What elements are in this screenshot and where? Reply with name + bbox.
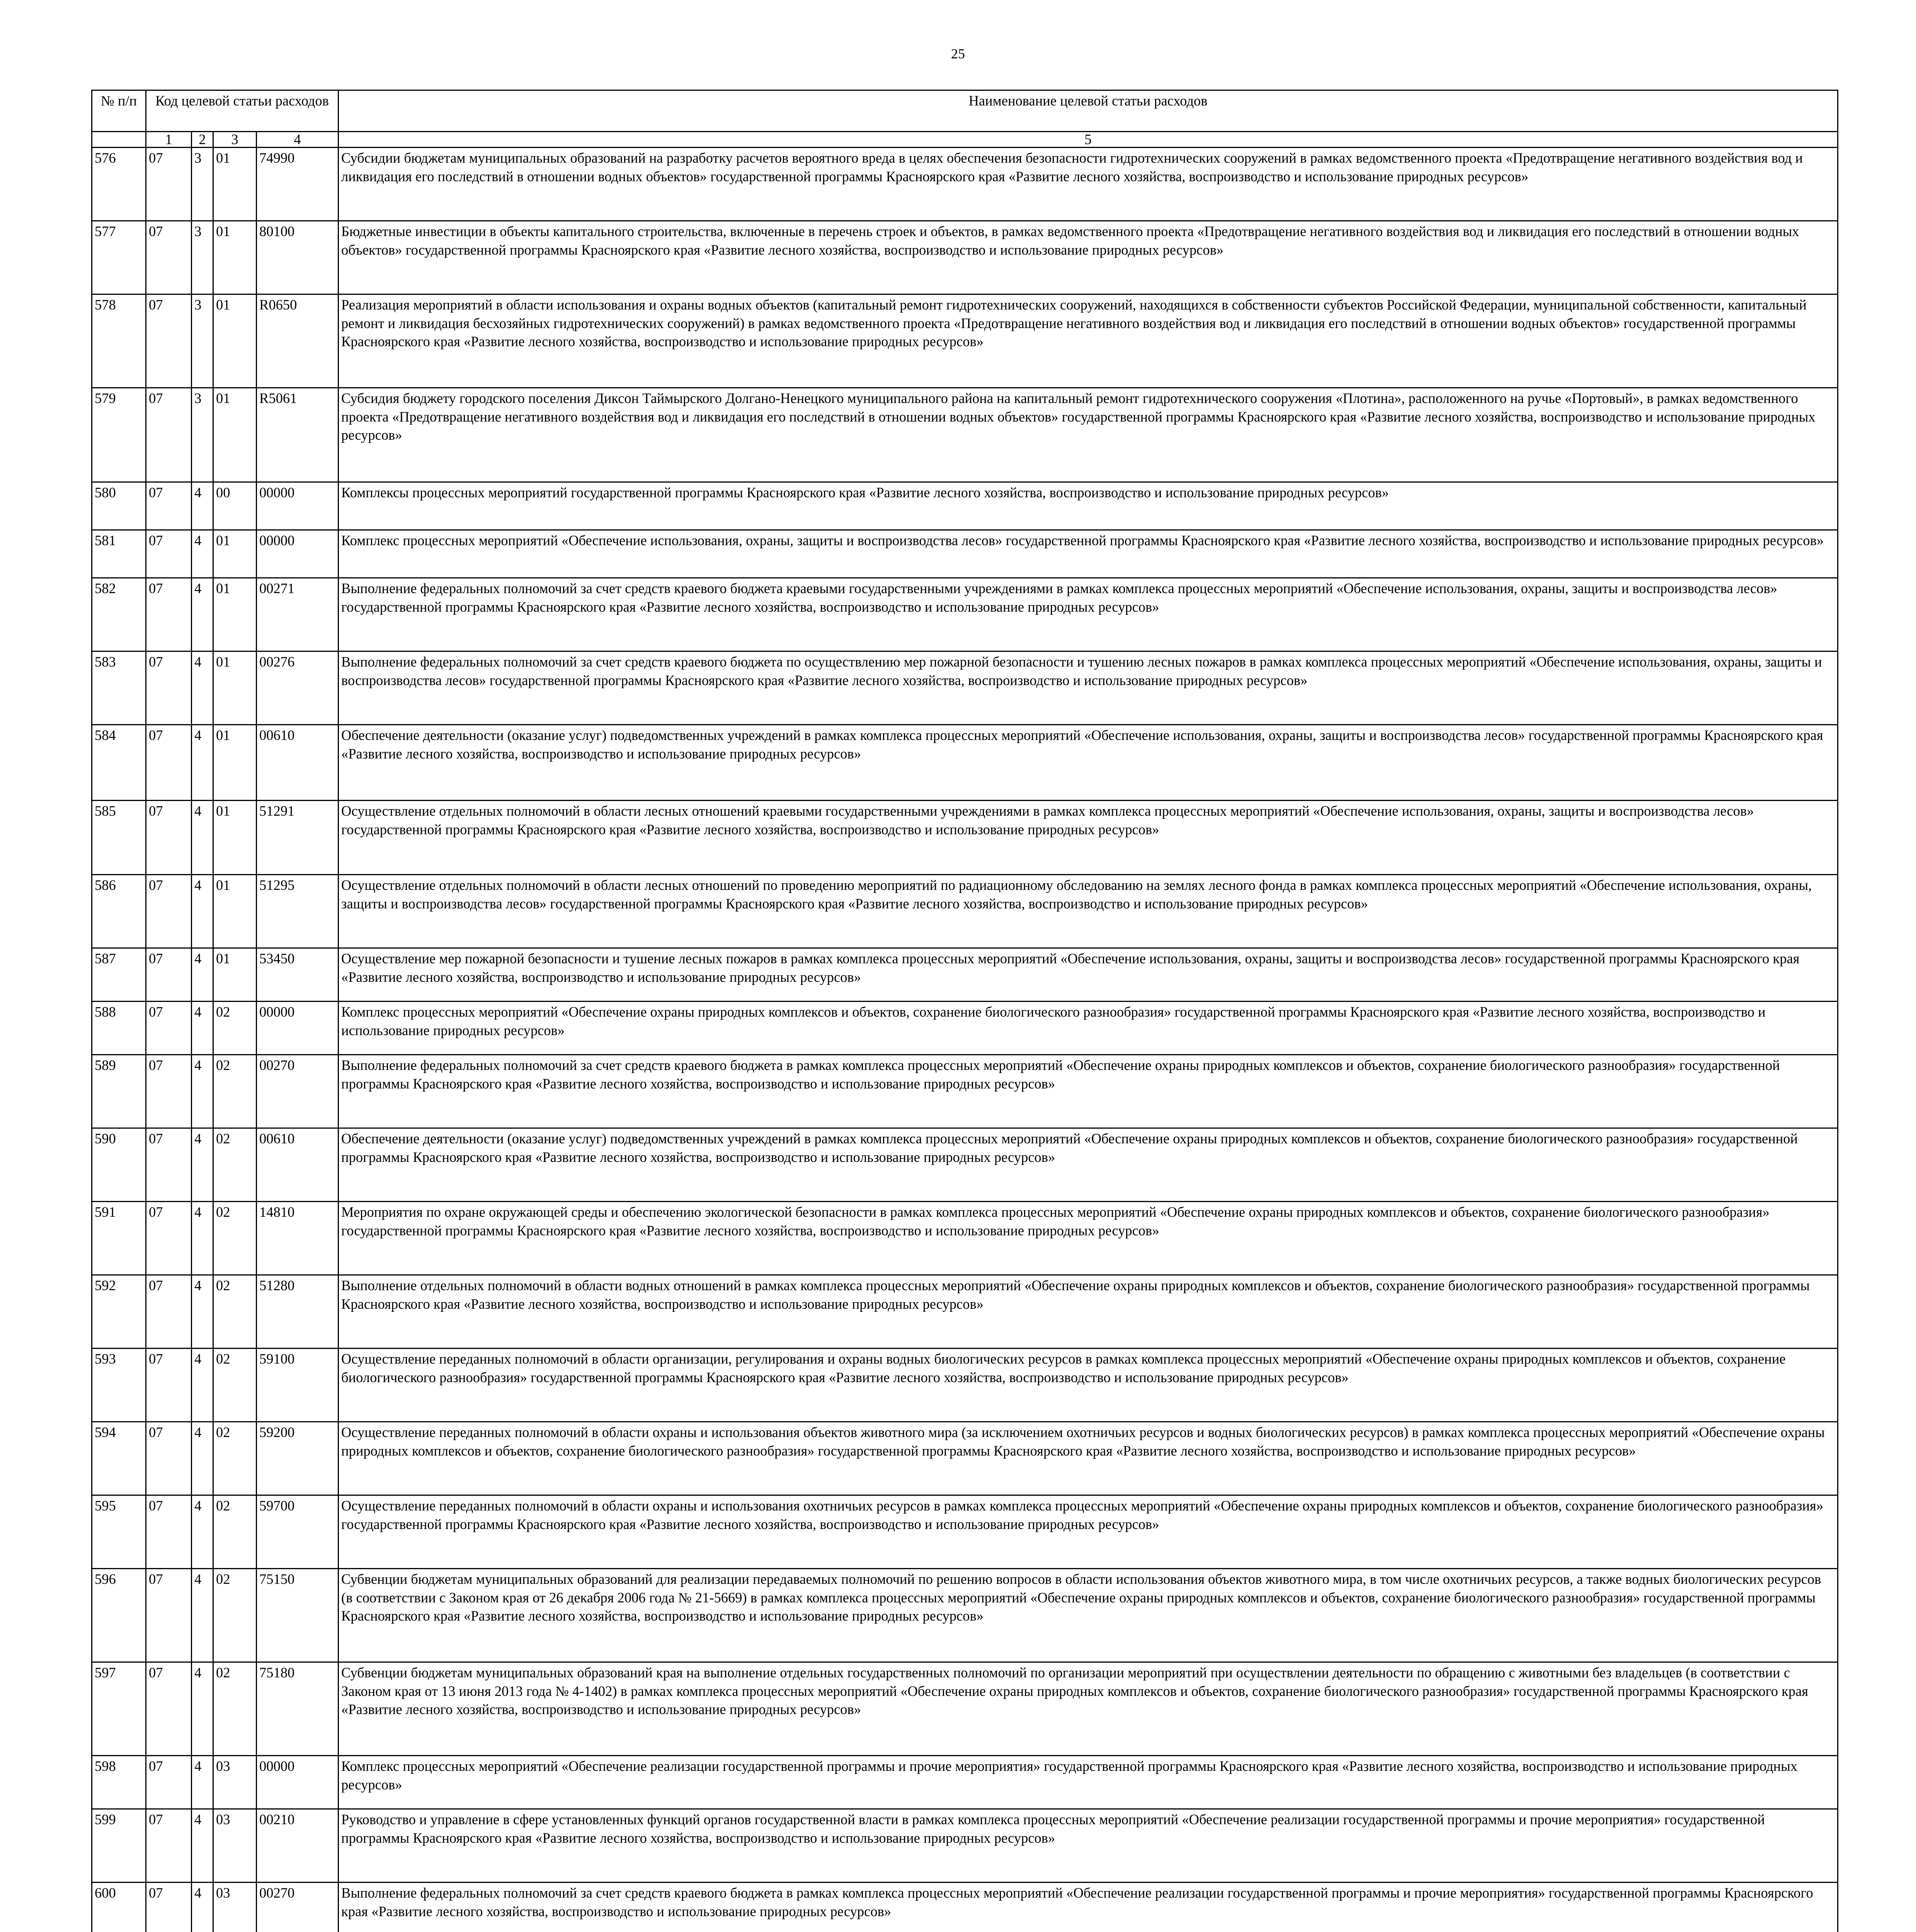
table-row: [92, 1349, 1838, 1422]
code-part-4: 59100: [257, 1349, 339, 1422]
code-part-1: 07: [146, 221, 192, 294]
code-part-1: 07: [146, 1756, 192, 1809]
expense-name: Осуществление переданных полномочий в области организации, регулирования и охраны водных биологических ресурсов в рамках комплекса процессных мероприятий «Обеспечение охраны природных комплексов и объектов, сохранение биологического разнообразия» государственной программы Красноярского края «Развитие лесного хозяйства, воспроизводство и использование природных ресурсов»: [339, 1349, 1838, 1422]
code-part-4: 75150: [257, 1569, 339, 1662]
table-row: [92, 1756, 1838, 1809]
code-part-2: 4: [192, 530, 213, 578]
code-part-2: 4: [192, 1422, 213, 1495]
expense-name: Осуществление переданных полномочий в области охраны и использования охотничьих ресурсов в рамках комплекса процессных мероприятий «Обеспечение охраны природных комплексов и объектов, сохранение биологического разнообразия» государственной программы Красноярского края «Развитие лесного хозяйства, воспроизводство и использование природных ресурсов»: [339, 1495, 1838, 1569]
code-part-4: 00276: [257, 651, 339, 725]
code-part-1: 07: [146, 1883, 192, 1932]
code-part-4: R0650: [257, 294, 339, 388]
code-part-4: 75180: [257, 1662, 339, 1756]
code-part-1: 07: [146, 1128, 192, 1202]
code-part-2: 4: [192, 1055, 213, 1128]
code-part-4: 51280: [257, 1275, 339, 1349]
code-part-2: 4: [192, 1662, 213, 1756]
code-part-4: 00610: [257, 725, 339, 801]
code-part-1: 07: [146, 1422, 192, 1495]
code-part-4: 74990: [257, 148, 339, 221]
code-part-2: 4: [192, 1128, 213, 1202]
code-part-2: 4: [192, 578, 213, 651]
column-index-1: 1: [146, 132, 192, 148]
expense-name: Осуществление переданных полномочий в области охраны и использования объектов животного мира (за исключением охотничьих ресурсов и водных биологических ресурсов) в рамках комплекса процессных мероприятий «Обеспечение охраны природных комплексов и объектов, сохранение биологического разнообразия» государственной программы Красноярского края «Развитие лесного хозяйства, воспроизводство и использование природных ресурсов»: [339, 1422, 1838, 1495]
code-part-1: 07: [146, 1275, 192, 1349]
row-number: 595: [92, 1495, 146, 1569]
column-index-3: 3: [213, 132, 257, 148]
column-index-row: [92, 132, 1838, 148]
code-part-3: 02: [213, 1569, 257, 1662]
code-part-1: 07: [146, 651, 192, 725]
code-part-2: 3: [192, 148, 213, 221]
code-part-1: 07: [146, 1202, 192, 1275]
code-part-4: 00271: [257, 578, 339, 651]
row-number: 578: [92, 294, 146, 388]
row-number: 596: [92, 1569, 146, 1662]
code-part-2: 4: [192, 725, 213, 801]
row-number: 577: [92, 221, 146, 294]
table-row: [92, 1569, 1838, 1662]
column-index-4: 4: [257, 132, 339, 148]
code-part-3: 02: [213, 1202, 257, 1275]
code-part-2: 3: [192, 388, 213, 482]
table-row: [92, 482, 1838, 530]
code-part-1: 07: [146, 388, 192, 482]
code-part-2: 4: [192, 651, 213, 725]
row-number: 598: [92, 1756, 146, 1809]
expense-name: Комплекс процессных мероприятий «Обеспечение использования, охраны, защиты и воспроизводства лесов» государственной программы Красноярского края «Развитие лесного хозяйства, воспроизводство и использование природных ресурсов»: [339, 530, 1838, 578]
table-row: [92, 1422, 1838, 1495]
code-part-1: 07: [146, 578, 192, 651]
column-index-2: 2: [192, 132, 213, 148]
row-number: 589: [92, 1055, 146, 1128]
code-part-4: 00000: [257, 530, 339, 578]
code-part-4: 00000: [257, 482, 339, 530]
table-row: [92, 1275, 1838, 1349]
code-part-1: 07: [146, 801, 192, 875]
expense-name: Мероприятия по охране окружающей среды и обеспечению экологической безопасности в рамках комплекса процессных мероприятий «Обеспечение охраны природных комплексов и объектов, сохранение биологического разнообразия» государственной программы Красноярского края «Развитие лесного хозяйства, воспроизводство и использование природных ресурсов»: [339, 1202, 1838, 1275]
row-number: 590: [92, 1128, 146, 1202]
code-part-1: 07: [146, 1495, 192, 1569]
code-part-2: 4: [192, 1495, 213, 1569]
table-row: [92, 875, 1838, 948]
code-part-2: 4: [192, 1809, 213, 1883]
code-part-4: 51295: [257, 875, 339, 948]
code-part-4: 59200: [257, 1422, 339, 1495]
code-part-1: 07: [146, 148, 192, 221]
code-part-3: 02: [213, 1128, 257, 1202]
table-row: [92, 388, 1838, 482]
table-row: [92, 1883, 1838, 1932]
code-part-2: 4: [192, 482, 213, 530]
row-number: 592: [92, 1275, 146, 1349]
row-number: 600: [92, 1883, 146, 1932]
code-part-3: 01: [213, 948, 257, 1002]
row-number: 581: [92, 530, 146, 578]
code-part-3: 01: [213, 578, 257, 651]
code-part-3: 03: [213, 1883, 257, 1932]
code-part-4: 59700: [257, 1495, 339, 1569]
row-number: 576: [92, 148, 146, 221]
header-name: Наименование целевой статьи расходов: [339, 90, 1838, 132]
code-part-3: 02: [213, 1349, 257, 1422]
table-row: [92, 1202, 1838, 1275]
code-part-2: 4: [192, 948, 213, 1002]
column-index-blank: [92, 132, 146, 148]
code-part-4: 00000: [257, 1002, 339, 1055]
code-part-2: 4: [192, 1756, 213, 1809]
code-part-3: 02: [213, 1055, 257, 1128]
expense-name: Выполнение федеральных полномочий за счет средств краевого бюджета в рамках комплекса процессных мероприятий «Обеспечение охраны природных комплексов и объектов, сохранение биологического разнообразия» государственной программы Красноярского края «Развитие лесного хозяйства, воспроизводство и использование природных ресурсов»: [339, 1055, 1838, 1128]
code-part-3: 01: [213, 221, 257, 294]
row-number: 584: [92, 725, 146, 801]
expense-name: Осуществление отдельных полномочий в области лесных отношений краевыми государственными учреждениями в рамках комплекса процессных мероприятий «Обеспечение использования, охраны, защиты и воспроизводства лесов» государственной программы Красноярского края «Развитие лесного хозяйства, воспроизводство и использование природных ресурсов»: [339, 801, 1838, 875]
table-row: [92, 578, 1838, 651]
code-part-4: R5061: [257, 388, 339, 482]
code-part-2: 4: [192, 1202, 213, 1275]
code-part-3: 01: [213, 388, 257, 482]
expense-name: Комплекс процессных мероприятий «Обеспечение реализации государственной программы и прочие мероприятия» государственной программы Красноярского края «Развитие лесного хозяйства, воспроизводство и использование природных ресурсов»: [339, 1756, 1838, 1809]
code-part-1: 07: [146, 1349, 192, 1422]
header-row-number: № п/п: [92, 90, 146, 132]
code-part-2: 3: [192, 294, 213, 388]
code-part-2: 4: [192, 1275, 213, 1349]
row-number: 586: [92, 875, 146, 948]
row-number: 594: [92, 1422, 146, 1495]
expense-name: Субвенции бюджетам муниципальных образований для реализации передаваемых полномочий по решению вопросов в области использования объектов животного мира, в том числе охотничьих ресурсов, а также водных биологических ресурсов (в соответствии с Законом края от 26 декабря 2006 года № 21-5669) в рамках комплекса процессных мероприятий «Обеспечение охраны природных комплексов и объектов, сохранение биологического разнообразия» государственной программы Красноярского края «Развитие лесного хозяйства, воспроизводство и использование природных ресурсов»: [339, 1569, 1838, 1662]
expense-name: Субвенции бюджетам муниципальных образований края на выполнение отдельных государственных полномочий по организации мероприятий при осуществлении деятельности по обращению с животными без владельцев (в соответствии с Законом края от 13 июня 2013 года № 4-1402) в рамках комплекса процессных мероприятий «Обеспечение охраны природных комплексов и объектов, сохранение биологического разнообразия» государственной программы Красноярского края «Развитие лесного хозяйства, воспроизводство и использование природных ресурсов»: [339, 1662, 1838, 1756]
row-number: 585: [92, 801, 146, 875]
table-row: [92, 530, 1838, 578]
code-part-1: 07: [146, 1809, 192, 1883]
code-part-1: 07: [146, 1002, 192, 1055]
expense-name: Выполнение отдельных полномочий в области водных отношений в рамках комплекса процессных мероприятий «Обеспечение охраны природных комплексов и объектов, сохранение биологического разнообразия» государственной программы Красноярского края «Развитие лесного хозяйства, воспроизводство и использование природных ресурсов»: [339, 1275, 1838, 1349]
table-row: [92, 1128, 1838, 1202]
code-part-3: 01: [213, 725, 257, 801]
row-number: 599: [92, 1809, 146, 1883]
code-part-2: 4: [192, 1883, 213, 1932]
code-part-3: 01: [213, 875, 257, 948]
code-part-2: 4: [192, 875, 213, 948]
row-number: 583: [92, 651, 146, 725]
table-row: [92, 148, 1838, 221]
expense-name: Руководство и управление в сфере установленных функций органов государственной власти в рамках комплекса процессных мероприятий «Обеспечение реализации государственной программы и прочие мероприятия» государственной программы Красноярского края «Развитие лесного хозяйства, воспроизводство и использование природных ресурсов»: [339, 1809, 1838, 1883]
code-part-1: 07: [146, 1569, 192, 1662]
table-row: [92, 294, 1838, 388]
table-row: [92, 221, 1838, 294]
code-part-2: 4: [192, 1569, 213, 1662]
page-number: 25: [951, 46, 965, 61]
table-row: [92, 1055, 1838, 1128]
code-part-4: 00270: [257, 1055, 339, 1128]
expense-name: Субсидии бюджетам муниципальных образований на разработку расчетов вероятного вреда в целях обеспечения безопасности гидротехнических сооружений в рамках ведомственного проекта «Предотвращение негативного воздействия вод и ликвидация его последствий в отношении водных объектов» государственной программы Красноярского края «Развитие лесного хозяйства, воспроизводство и использование природных ресурсов»: [339, 148, 1838, 221]
expense-name: Бюджетные инвестиции в объекты капитального строительства, включенные в перечень строек и объектов, в рамках ведомственного проекта «Предотвращение негативного воздействия вод и ликвидация его последствий в отношении водных объектов» государственной программы Красноярского края «Развитие лесного хозяйства, воспроизводство и использование природных ресурсов»: [339, 221, 1838, 294]
code-part-3: 01: [213, 148, 257, 221]
code-part-1: 07: [146, 725, 192, 801]
expense-name: Осуществление отдельных полномочий в области лесных отношений по проведению мероприятий по радиационному обследованию на землях лесного фонда в рамках комплекса процессных мероприятий «Обеспечение использования, охраны, защиты и воспроизводства лесов» государственной программы Красноярского края «Развитие лесного хозяйства, воспроизводство и использование природных ресурсов»: [339, 875, 1838, 948]
expense-name: Комплекс процессных мероприятий «Обеспечение охраны природных комплексов и объектов, сохранение биологического разнообразия» государственной программы Красноярского края «Развитие лесного хозяйства, воспроизводство и использование природных ресурсов»: [339, 1002, 1838, 1055]
row-number: 582: [92, 578, 146, 651]
expense-name: Осуществление мер пожарной безопасности и тушение лесных пожаров в рамках комплекса процессных мероприятий «Обеспечение использования, охраны, защиты и воспроизводства лесов» государственной программы Красноярского края «Развитие лесного хозяйства, воспроизводство и использование природных ресурсов»: [339, 948, 1838, 1002]
expense-name: Субсидия бюджету городского поселения Диксон Таймырского Долгано-Ненецкого муниципального района на капитальный ремонт гидротехнического сооружения «Плотина», расположенного на ручье «Портовый», в рамках ведомственного проекта «Предотвращение негативного воздействия вод и ликвидация его последствий в отношении водных объектов» государственной программы Красноярского края «Развитие лесного хозяйства, воспроизводство и использование природных ресурсов»: [339, 388, 1838, 482]
code-part-2: 3: [192, 221, 213, 294]
code-part-1: 07: [146, 530, 192, 578]
expense-name: Реализация мероприятий в области использования и охраны водных объектов (капитальный ремонт гидротехнических сооружений, находящихся в собственности субъектов Российской Федерации, муниципальной собственности, капитальный ремонт и ликвидация бесхозяйных гидротехнических сооружений) в рамках ведомственного проекта «Предотвращение негативного воздействия вод и ликвидация его последствий в отношении водных объектов» государственной программы Красноярского края «Развитие лесного хозяйства, воспроизводство и использование природных ресурсов»: [339, 294, 1838, 388]
target-expense-table: [91, 90, 1838, 1932]
table-body: [92, 148, 1838, 1932]
code-part-4: 00270: [257, 1883, 339, 1932]
table-row: [92, 651, 1838, 725]
code-part-2: 4: [192, 1349, 213, 1422]
code-part-4: 00610: [257, 1128, 339, 1202]
code-part-3: 01: [213, 530, 257, 578]
code-part-1: 07: [146, 948, 192, 1002]
code-part-3: 03: [213, 1809, 257, 1883]
code-part-4: 51291: [257, 801, 339, 875]
code-part-3: 02: [213, 1662, 257, 1756]
code-part-3: 03: [213, 1756, 257, 1809]
table-row: [92, 801, 1838, 875]
code-part-3: 02: [213, 1495, 257, 1569]
code-part-1: 07: [146, 1662, 192, 1756]
row-number: 597: [92, 1662, 146, 1756]
code-part-3: 02: [213, 1275, 257, 1349]
code-part-3: 02: [213, 1422, 257, 1495]
expense-name: Выполнение федеральных полномочий за счет средств краевого бюджета в рамках комплекса процессных мероприятий «Обеспечение реализации государственной программы и прочие мероприятия» государственной программы Красноярского края «Развитие лесного хозяйства, воспроизводство и использование природных ресурсов»: [339, 1883, 1838, 1932]
table-row: [92, 1809, 1838, 1883]
code-part-2: 4: [192, 801, 213, 875]
expense-name: Выполнение федеральных полномочий за счет средств краевого бюджета по осуществлению мер пожарной безопасности и тушению лесных пожаров в рамках комплекса процессных мероприятий «Обеспечение использования, охраны, защиты и воспроизводства лесов» государственной программы Красноярского края «Развитие лесного хозяйства, воспроизводство и использование природных ресурсов»: [339, 651, 1838, 725]
code-part-4: 80100: [257, 221, 339, 294]
expense-name: Выполнение федеральных полномочий за счет средств краевого бюджета краевыми государственными учреждениями в рамках комплекса процессных мероприятий «Обеспечение использования, охраны, защиты и воспроизводства лесов» государственной программы Красноярского края «Развитие лесного хозяйства, воспроизводство и использование природных ресурсов»: [339, 578, 1838, 651]
code-part-4: 53450: [257, 948, 339, 1002]
code-part-3: 02: [213, 1002, 257, 1055]
row-number: 579: [92, 388, 146, 482]
row-number: 591: [92, 1202, 146, 1275]
row-number: 587: [92, 948, 146, 1002]
row-number: 580: [92, 482, 146, 530]
code-part-4: 00210: [257, 1809, 339, 1883]
code-part-3: 01: [213, 294, 257, 388]
table-row: [92, 948, 1838, 1002]
code-part-2: 4: [192, 1002, 213, 1055]
row-number: 593: [92, 1349, 146, 1422]
table-row: [92, 1662, 1838, 1756]
code-part-3: 00: [213, 482, 257, 530]
code-part-1: 07: [146, 294, 192, 388]
header-row: [92, 90, 1838, 132]
column-index-5: 5: [339, 132, 1838, 148]
row-number: 588: [92, 1002, 146, 1055]
code-part-1: 07: [146, 875, 192, 948]
header-code: Код целевой статьи расходов: [146, 90, 339, 132]
code-part-3: 01: [213, 651, 257, 725]
expense-name: Обеспечение деятельности (оказание услуг) подведомственных учреждений в рамках комплекса процессных мероприятий «Обеспечение охраны природных комплексов и объектов, сохранение биологического разнообразия» государственной программы Красноярского края «Развитие лесного хозяйства, воспроизводство и использование природных ресурсов»: [339, 1128, 1838, 1202]
code-part-1: 07: [146, 1055, 192, 1128]
code-part-1: 07: [146, 482, 192, 530]
expense-name: Комплексы процессных мероприятий государственной программы Красноярского края «Развитие лесного хозяйства, воспроизводство и использование природных ресурсов»: [339, 482, 1838, 530]
code-part-4: 14810: [257, 1202, 339, 1275]
expense-name: Обеспечение деятельности (оказание услуг) подведомственных учреждений в рамках комплекса процессных мероприятий «Обеспечение использования, охраны, защиты и воспроизводства лесов» государственной программы Красноярского края «Развитие лесного хозяйства, воспроизводство и использование природных ресурсов»: [339, 725, 1838, 801]
table-row: [92, 725, 1838, 801]
code-part-4: 00000: [257, 1756, 339, 1809]
table-row: [92, 1002, 1838, 1055]
code-part-3: 01: [213, 801, 257, 875]
table-row: [92, 1495, 1838, 1569]
